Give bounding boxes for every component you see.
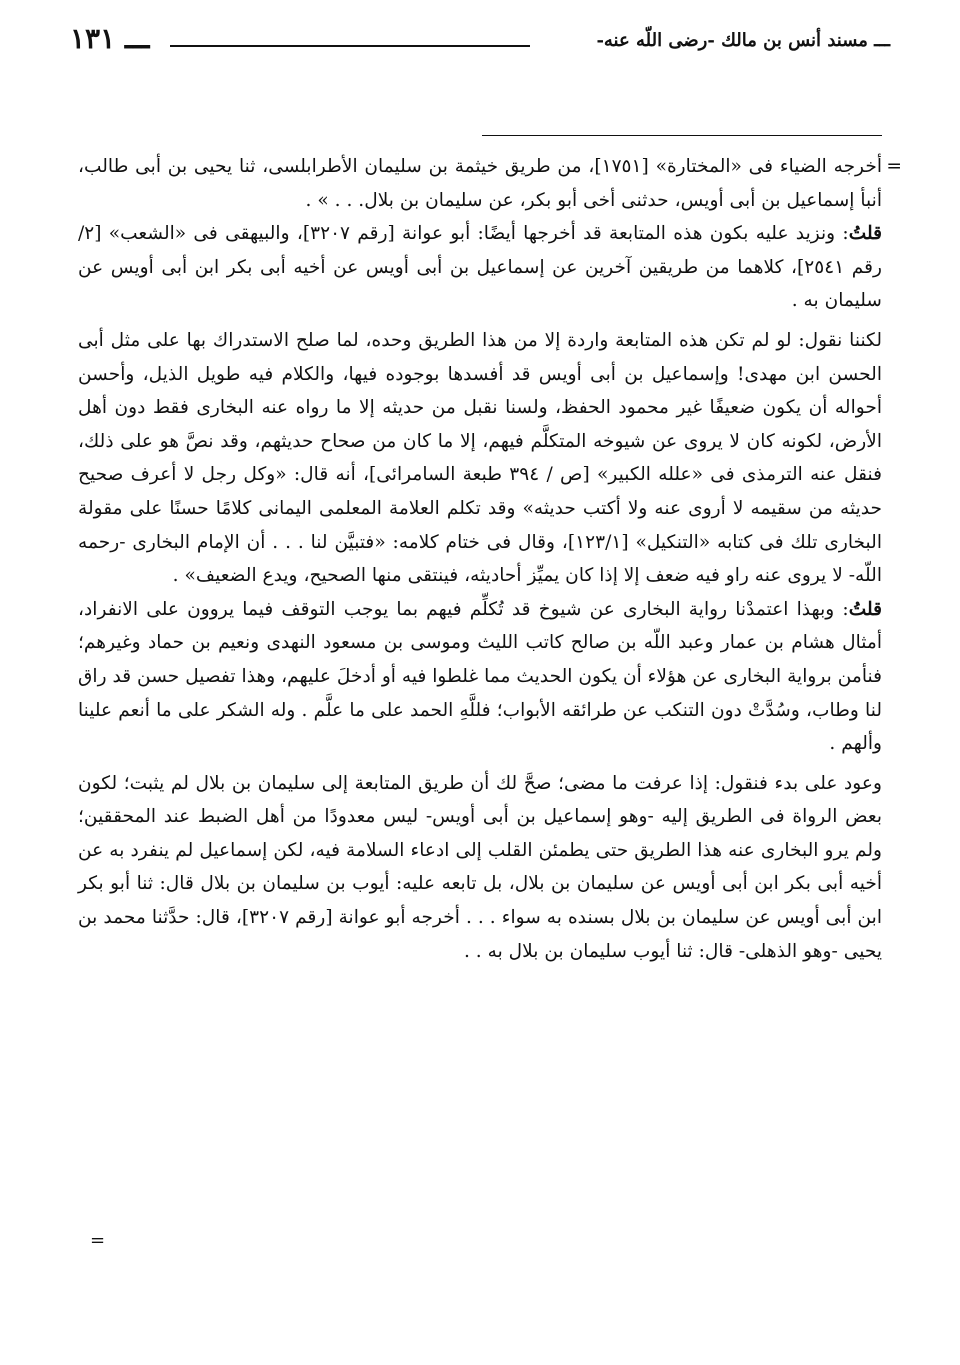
header-rule [170,45,530,47]
page-number: ـــ ١٣١ [70,22,150,55]
paragraph-lead: قلتُ [848,598,882,620]
paragraph-text: لكننا نقول: لو لم تكن هذه المتابعة واردة إلا من هذا الطريق وحده، لما صلح الاستدراك بها على مثل أبى الحسن ابن مهدى! وإسماعيل بن أبى أويس قد أفسدها بوجوده فيها، والكلام فيه طويل الذيل، وأحسن أحواله أن يكون ضعيفًا غير محمود الحفظ، ولسنا نقبل من حديثه إلا ما رواه عنه البخارى فقط دون أهل الأرض، لكونه كان لا يروى عن شيوخه المتكلَّم فيهم، إلا ما كان من صحاح حديثهم، وقد نصَّ هو على ذلك، فنقل عنه الترمذى فى «علله الكبير» [ص / ٣٩٤ طبعة السامرائى]، أنه قال: «وكل رجل لا أعرف صحيح حديثه من سقيمه لا أروى عنه ولا أكتب حديثه» وقد تكلم العلامة المعلمى اليمانى كلامًا حسنًا على مقولة البخارى تلك فى كتابه «التنكيل» [١٢٣/١]، وقال فى ختام كلامه: «فتبيَّن لنا . . . أن الإمام البخارى -رحمه اللّه- لا يروى عنه راو فيه ضعف إلا إذا كان يميِّز أحاديثه، فينتقى منها الصحيح، ويدع الضعيف» . [78,329,882,587]
paragraph-3 [78,324,882,593]
paragraph-text: وعود على بدء فنقول: إذا عرفت ما مضى؛ صحَّ لك أن طريق المتابعة إلى سليمان بن بلال لم يثبت؛ لكون بعض الرواة فى الطريق إليه -وهو إسماعيل بن أبى أويس- ليس معدودًا من أهل الضبط عند المحققين؛ ولم يرو البخارى عنه هذا الطريق حتى يطمئن القلب إلى ادعاء السلامة فيه، لكن إسماعيل لم ينفرد به عن أخيه أبى بكر ابن أبى أويس عن سليمان بن بلال، بل تابعه عليه: أيوب بن سليمان بن بلال قال: ثنا أبو بكر ابن أبى أويس عن سليمان بن بلال بسنده به سواء . . . أخرجه أبو عوانة [رقم ٣٢٠٧]، قال: حدَّثنا محمد بن يحيى -وهو الذهلى- قال: ثنا أيوب سليمان بن بلال به . . [78,772,882,962]
paragraph-lead: قلتُ [848,223,882,245]
header-title: ـــ مسند أنس بن مالك -رضى اللّه عنه- [596,30,890,51]
paragraph-1 [78,150,902,217]
continuation-mark-end: = [90,1230,106,1251]
footnote-body [78,150,902,968]
paragraph-2 [78,217,882,318]
paragraph-text: : وبهذا اعتمدْنا رواية البخارى عن شيوخ قد تُكلِّم فيهم بما يوجب التوقف فيما يروون على الانفراد، أمثال هشام بن عمار وعبد اللّه بن صالح كاتب الليث وموسى بن مسعود النهدى ونعيم بن حماد وغيرهم؛ فنأمن برواية البخارى عن هؤلاء أن يكون الحديث مما غلطوا فيه أو أدخلَ عليهم، وهذا تفصيل حسن قد راق لنا وطاب، وسُدَّتْ دون التنكب عن طرائقه الأبواب؛ فللَّهِ الحمد على ما علَّم . وله الشكر على ما أنعم علينا وألهم . [78,598,882,755]
footnote-separator [482,135,882,136]
paragraph-text: أخرجه الضياء فى «المختارة» [١٧٥١]، من طريق خيثمة بن سليمان الأطرابلسى، ثنا يحيى بن أبى طالب، أنبأ إسماعيل بن أبى أويس، حدثنى أخى أبو بكر، عن سليمان بن بلال. . . » . [78,156,882,211]
continuation-mark-start: = [886,156,902,177]
running-header [70,22,890,72]
paragraph-text: : ونزيد عليه بكون هذه المتابعة قد أخرجها أيضًا: أبو عوانة [رقم ٣٢٠٧]، والبيهقى فى «الشعب» [٢/ رقم ٢٥٤١]، كلاهما من طريقين آخرين عن إسماعيل بن أبى أويس عن أخيه أبى بكر ابن أبى أويس عن سليمان به . [78,223,882,312]
paragraph-5 [78,767,882,969]
paragraph-4 [78,593,882,761]
